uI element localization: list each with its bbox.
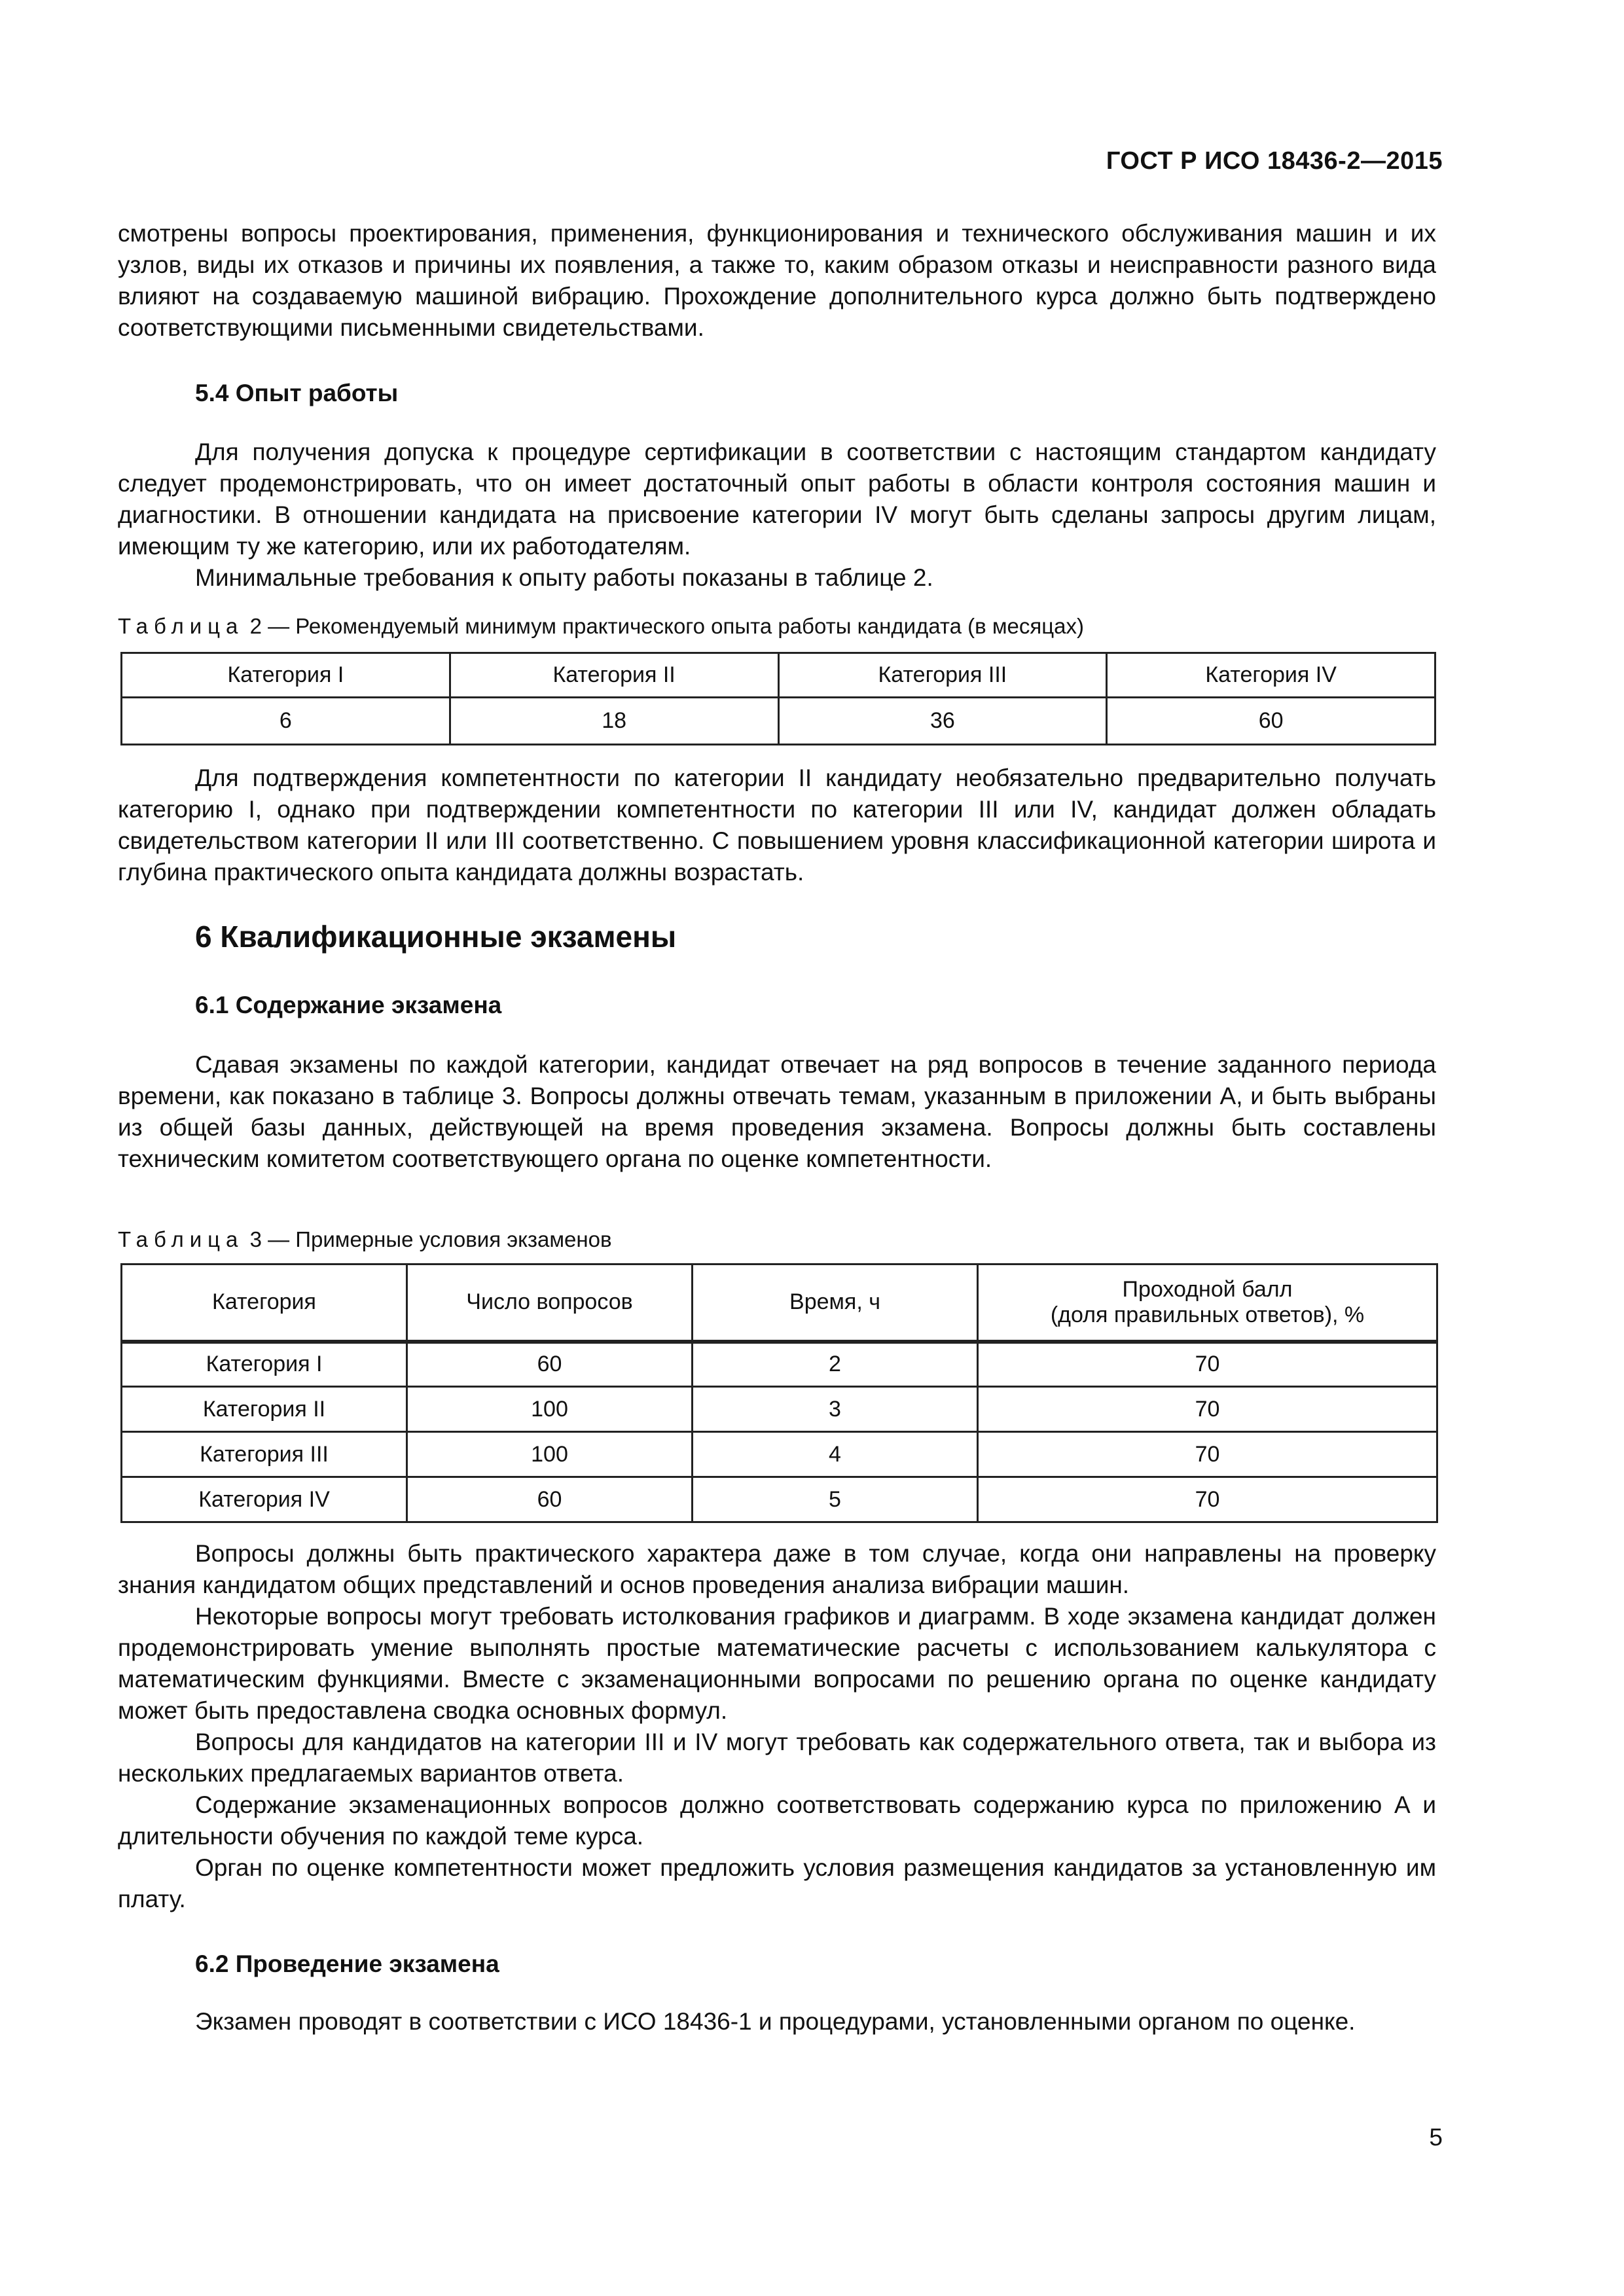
- section-6-1-paragraph-1: Сдавая экзамены по каждой категории, кандидат отвечает на ряд вопросов в течение заданного периода времени, как показано в таблице 3. Вопросы должны отвечать темам, указанным в приложении А, и быть выбраны из общей базы данных, действующей на время проведения экзамена. Вопросы должны быть составлены техническим комитетом соответствующего органа по оценке компетентности.: [118, 1051, 1436, 1172]
- table-row: [122, 1432, 1437, 1477]
- table-3-header-cell-passing-score: [978, 1265, 1437, 1342]
- table-2-header-cell: Категория II: [450, 653, 778, 698]
- table-cell: Категория II: [122, 1387, 407, 1432]
- table-3: [120, 1263, 1438, 1523]
- table-2-caption-label: Таблица: [118, 614, 244, 638]
- after-table-3-paragraph-4: Содержание экзаменационных вопросов должно соответствовать содержанию курса по приложению А и длительности обучения по каждой теме курса.: [118, 1791, 1436, 1850]
- table-cell: 4: [693, 1432, 978, 1477]
- table-3-caption-text: 3 — Примерные условия экзаменов: [249, 1227, 612, 1251]
- table-2-header-cell: Категория III: [778, 653, 1107, 698]
- table-cell: 3: [693, 1387, 978, 1432]
- section-6-2-body: [118, 2006, 1436, 2037]
- after-table-3-paragraph-1: Вопросы должны быть практического характера даже в том случае, когда они направлены на проверку знания кандидатом общих представлений и основ проведения анализа вибрации машин.: [118, 1540, 1436, 1598]
- after-table-2-block: [118, 762, 1436, 888]
- table-row: [122, 1342, 1437, 1387]
- table-cell: 60: [407, 1342, 693, 1387]
- table-2-header-cell: Категория I: [122, 653, 450, 698]
- table-3-header-cell: Число вопросов: [407, 1265, 693, 1342]
- table-cell: 2: [693, 1342, 978, 1387]
- table-2-header-cell: Категория IV: [1107, 653, 1435, 698]
- table-3-header-line-2: (доля правильных ответов), %: [1050, 1302, 1365, 1327]
- section-6-2-paragraph-1: Экзамен проводят в соответствии с ИСО 18436-1 и процедурами, установленными органом по оценке.: [195, 2008, 1356, 2035]
- chapter-6-title: 6 Квалификационные экзамены: [195, 920, 677, 954]
- after-table-2-paragraph: Для подтверждения компетентности по категории II кандидату необязательно предварительно получать категорию I, однако при подтверждении компетентности по категории III или IV, кандидат должен обладать свидетельством категории II или III соответственно. С повышением уровня классификационной категории широта и глубина практического опыта кандидата должны возрастать.: [118, 764, 1436, 886]
- section-5-4-paragraph-2: Минимальные требования к опыту работы показаны в таблице 2.: [195, 564, 933, 591]
- after-table-3-paragraph-3: Вопросы для кандидатов на категории III и IV могут требовать как содержательного ответа, так и выбора из нескольких предлагаемых вариантов ответа.: [118, 1729, 1436, 1787]
- table-3-caption-label: Таблица: [118, 1227, 244, 1251]
- table-cell: 70: [978, 1432, 1437, 1477]
- section-5-4-paragraph-1: Для получения допуска к процедуре сертификации в соответствии с настоящим стандартом кандидату следует продемонстрировать, что он имеет достаточный опыт работы в области контроля состояния машин и диагностики. В отношении кандидата на присвоение категории IV могут быть сделаны запросы другим лицам, имеющим ту же категорию, или их работодателям.: [118, 439, 1436, 560]
- table-row: [122, 1387, 1437, 1432]
- table-2-value-cell: 36: [778, 698, 1107, 745]
- table-2-value-cell: 6: [122, 698, 450, 745]
- section-6-1-body: [118, 1049, 1436, 1175]
- table-2-caption-text: 2 — Рекомендуемый минимум практического опыта работы кандидата (в месяцах): [249, 614, 1084, 638]
- table-2-value-cell: 18: [450, 698, 778, 745]
- intro-paragraph: смотрены вопросы проектирования, применения, функционирования и технического обслуживания машин и их узлов, виды их отказов и причины их появления, а также то, каким образом отказы и неисправности разного вида влияют на создаваемую машиной вибрацию. Прохождение дополнительного курса должно быть подтверждено соответствующими письменными свидетельствами.: [118, 220, 1436, 341]
- table-cell: Категория III: [122, 1432, 407, 1477]
- table-2-caption: [118, 614, 1084, 639]
- table-3-caption: [118, 1227, 612, 1252]
- table-cell: 100: [407, 1432, 693, 1477]
- table-cell: 70: [978, 1477, 1437, 1522]
- table-cell: 60: [407, 1477, 693, 1522]
- section-6-1-title: 6.1 Содержание экзамена: [195, 992, 502, 1018]
- after-table-3-paragraph-5: Орган по оценке компетентности может предложить условия размещения кандидатов за установленную им плату.: [118, 1854, 1436, 1912]
- document-code-header: ГОСТ Р ИСО 18436-2—2015: [1106, 147, 1443, 175]
- table-3-header-line-1: Проходной балл: [1122, 1276, 1293, 1302]
- table-3-header-row: [122, 1265, 1437, 1342]
- table-2-header-row: [122, 653, 1435, 698]
- table-cell: 5: [693, 1477, 978, 1522]
- table-cell: 100: [407, 1387, 693, 1432]
- section-5-4-body: [118, 437, 1436, 594]
- table-cell: 70: [978, 1387, 1437, 1432]
- table-cell: Категория I: [122, 1342, 407, 1387]
- table-cell: 70: [978, 1342, 1437, 1387]
- after-table-3-block: [118, 1538, 1436, 1915]
- section-6-2-title: 6.2 Проведение экзамена: [195, 1950, 499, 1977]
- table-3-header-cell: Время, ч: [693, 1265, 978, 1342]
- table-2-value-row: [122, 698, 1435, 745]
- table-2-value-cell: 60: [1107, 698, 1435, 745]
- table-2: [120, 652, 1436, 745]
- table-cell: Категория IV: [122, 1477, 407, 1522]
- table-row: [122, 1477, 1437, 1522]
- page-number: 5: [1429, 2124, 1443, 2151]
- table-3-header-cell: Категория: [122, 1265, 407, 1342]
- intro-paragraph-block: [118, 218, 1436, 344]
- section-5-4-title: 5.4 Опыт работы: [195, 380, 399, 406]
- after-table-3-paragraph-2: Некоторые вопросы могут требовать истолкования графиков и диаграмм. В ходе экзамена кандидат должен продемонстрировать умение выполнять простые математические расчеты с использованием калькулятора с математическим функциями. Вместе с экзаменационными вопросами по решению органа по оценке кандидату может быть предоставлена сводка основных формул.: [118, 1603, 1436, 1724]
